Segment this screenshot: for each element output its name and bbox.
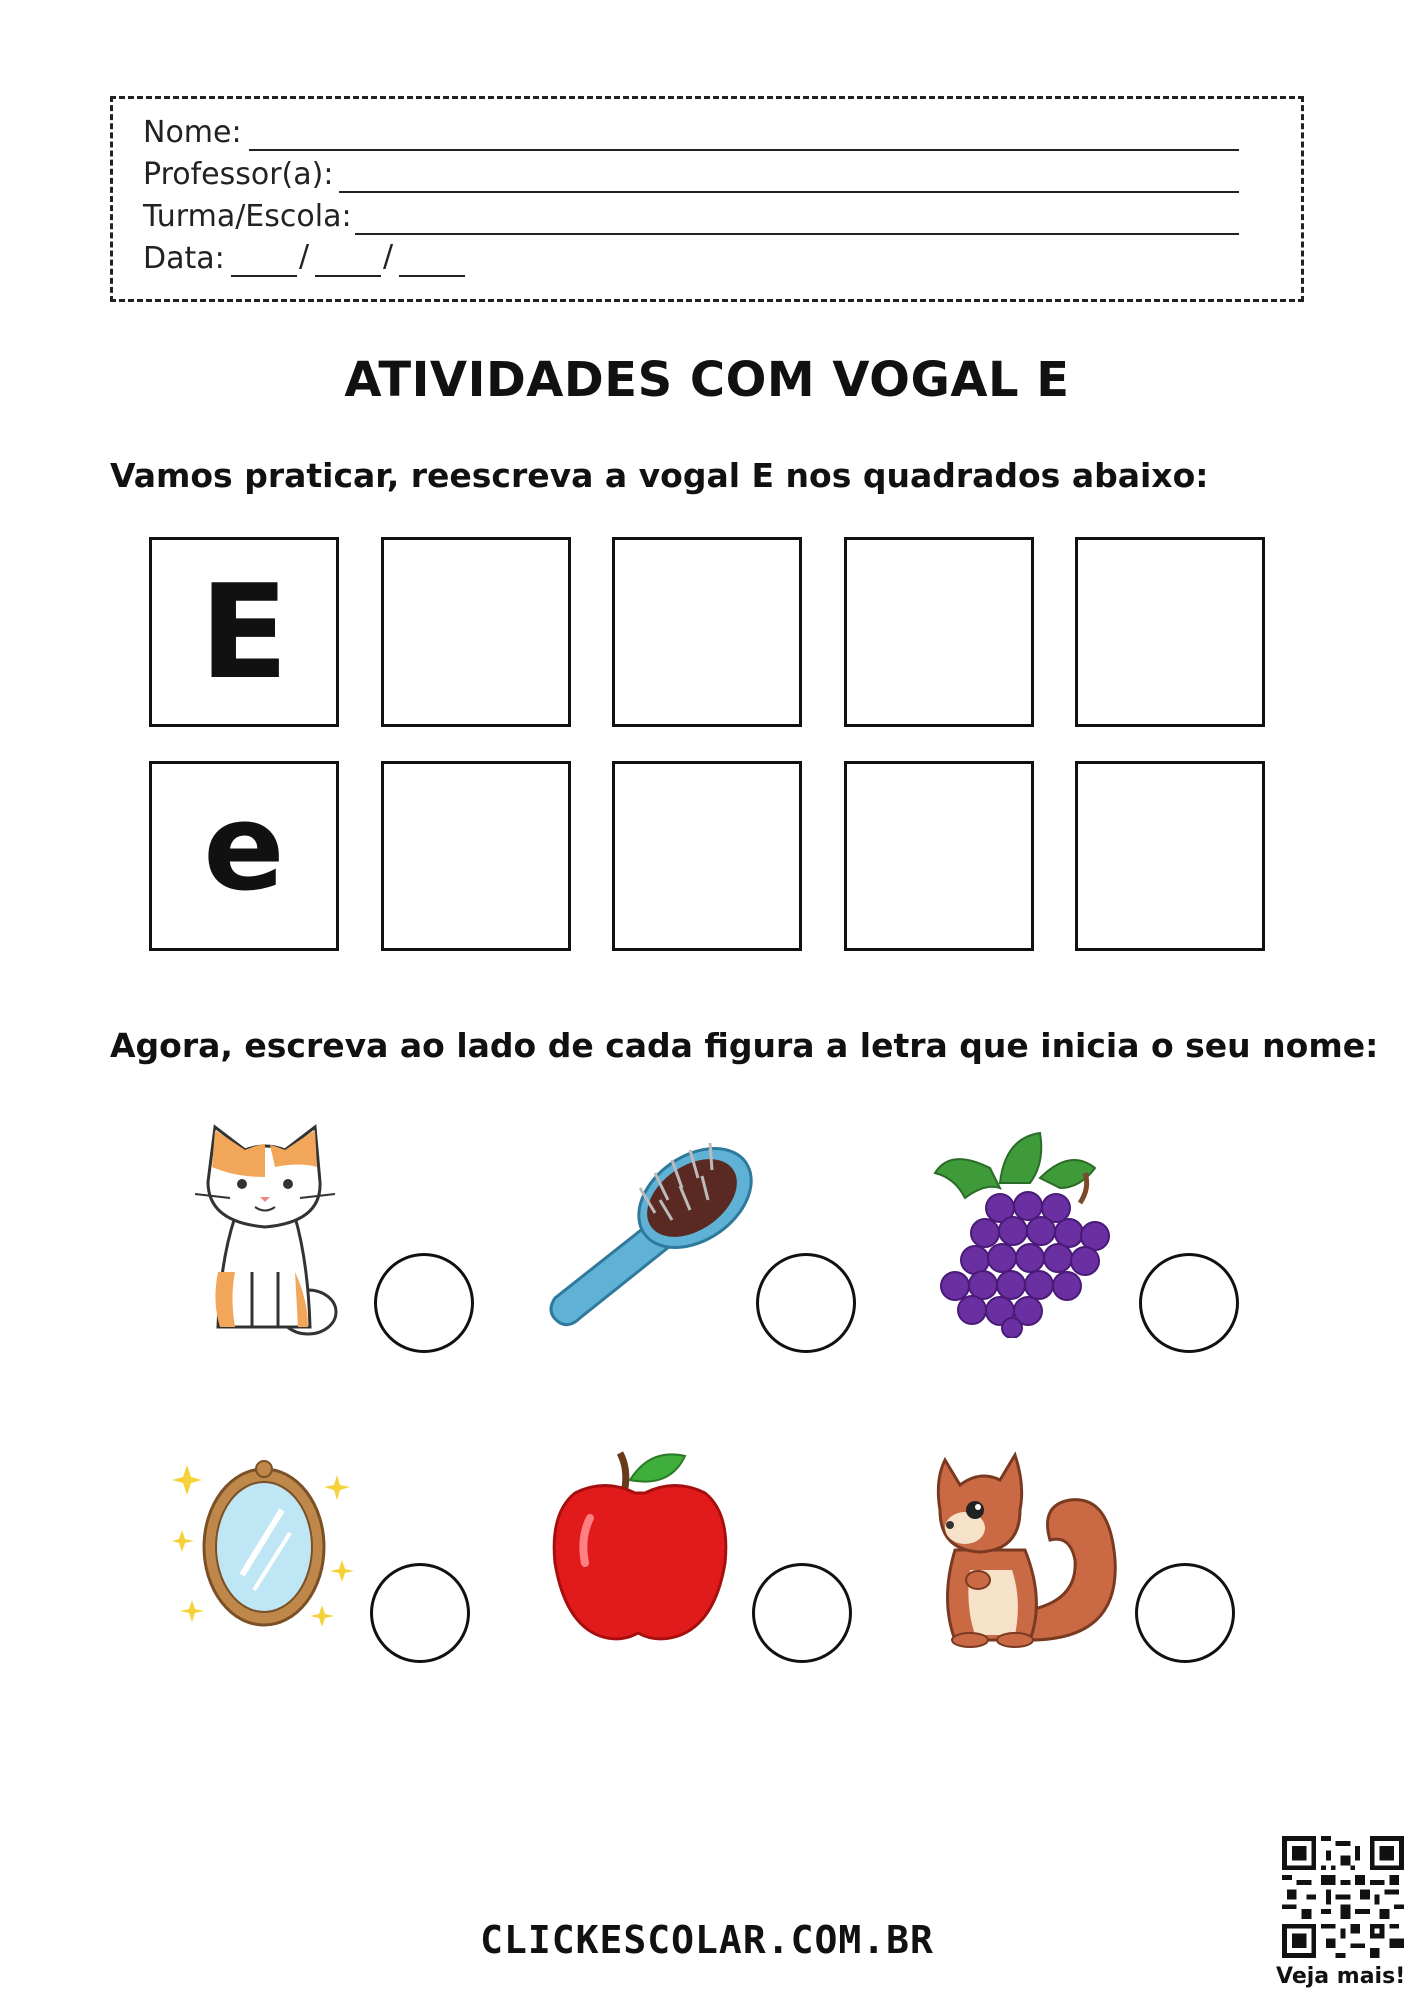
class-line[interactable]: [355, 233, 1239, 235]
grapes-icon: [930, 1128, 1130, 1338]
name-field: [143, 115, 242, 150]
date-field: [143, 241, 543, 276]
date-separator: /: [299, 239, 310, 274]
teacher-field: [143, 157, 333, 192]
answer-circle[interactable]: [1139, 1253, 1239, 1353]
letter-square[interactable]: [612, 537, 802, 727]
letter-square[interactable]: [612, 761, 802, 951]
brush-icon: [540, 1138, 760, 1338]
instruction-initial-letter: Agora, escreva ao lado de cada figura a letra que inicia o seu nome:: [110, 1026, 1379, 1065]
instruction-rewrite: Vamos praticar, reescreva a vogal E nos quadrados abaixo:: [110, 456, 1209, 495]
answer-circle[interactable]: [374, 1253, 474, 1353]
date-year-line[interactable]: [399, 275, 465, 277]
date-separator: /: [383, 239, 394, 274]
answer-circle[interactable]: [370, 1563, 470, 1663]
teacher-label: Professor(a):: [143, 157, 334, 192]
answer-circle[interactable]: [1135, 1563, 1235, 1663]
cat-icon: [190, 1122, 350, 1347]
site-footer[interactable]: CLICKESCOLAR.COM.BR: [480, 1918, 934, 1962]
qr-code-icon[interactable]: [1282, 1836, 1404, 1958]
mirror-icon: [172, 1455, 357, 1640]
qr-caption: Veja mais!: [1276, 1964, 1406, 1989]
date-day-line[interactable]: [231, 275, 297, 277]
answer-circle[interactable]: [756, 1253, 856, 1353]
letter-square-example-upper: [149, 537, 339, 727]
teacher-line[interactable]: [339, 191, 1239, 193]
letter-square[interactable]: [381, 537, 571, 727]
answer-circle[interactable]: [752, 1563, 852, 1663]
letter-square[interactable]: [1075, 761, 1265, 951]
name-line[interactable]: [249, 149, 1239, 151]
letter-square[interactable]: [844, 537, 1034, 727]
class-label: Turma/Escola:: [143, 199, 352, 234]
class-field: [143, 199, 352, 234]
page-title: ATIVIDADES COM VOGAL E: [344, 352, 1070, 408]
letter-square[interactable]: [1075, 537, 1265, 727]
letter-square[interactable]: [381, 761, 571, 951]
student-info-box: [110, 96, 1304, 302]
apple-icon: [550, 1448, 730, 1643]
date-label: Data:: [143, 241, 225, 276]
letter-square[interactable]: [844, 761, 1034, 951]
upper-letter: E: [199, 556, 289, 708]
letter-square-example-lower: [149, 761, 339, 951]
squirrel-icon: [920, 1440, 1125, 1655]
name-label: Nome:: [143, 115, 242, 150]
date-month-line[interactable]: [315, 275, 381, 277]
lower-letter: e: [203, 778, 285, 918]
